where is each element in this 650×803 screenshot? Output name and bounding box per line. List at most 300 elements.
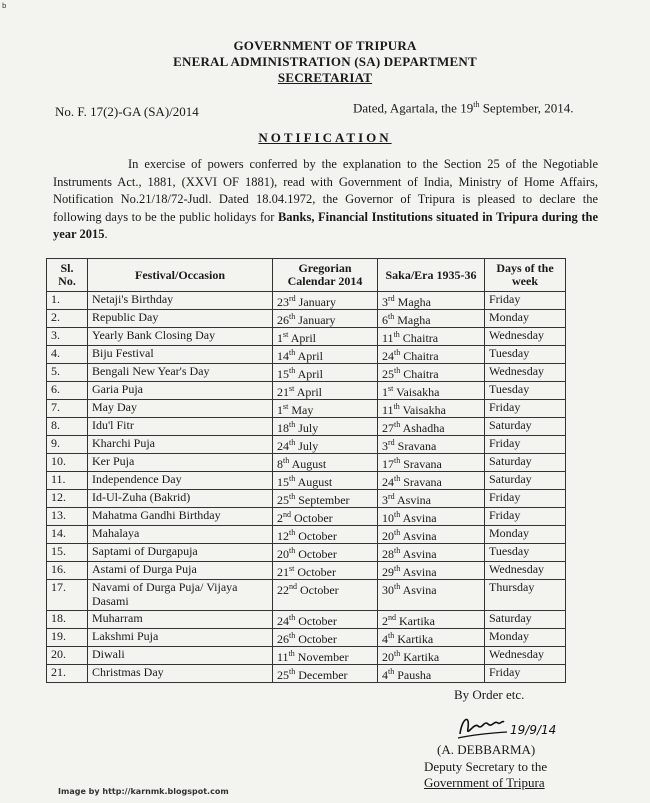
- cell-gregorian: [273, 400, 378, 418]
- day-text: Tuesday: [489, 382, 530, 396]
- gregorian-month: July: [298, 439, 319, 453]
- festival-text: May Day: [92, 400, 137, 414]
- cell-sl-no: [47, 544, 88, 562]
- col-festival: Festival/Occasion: [88, 259, 273, 292]
- sl-no-text: 7.: [51, 400, 60, 414]
- festival-text: Diwali: [92, 647, 125, 661]
- saka-day-suffix: rd: [388, 438, 395, 447]
- table-row: [47, 346, 566, 364]
- saka-month: Asvina: [402, 529, 437, 543]
- cell-saka: [378, 328, 485, 346]
- date-line: [353, 100, 574, 116]
- day-text: Friday: [489, 490, 521, 504]
- gregorian-month: July: [298, 421, 319, 435]
- gregorian-day: 24: [277, 614, 289, 628]
- table-row: [47, 647, 566, 665]
- cell-gregorian: [273, 665, 378, 683]
- gregorian-day-suffix: th: [289, 631, 296, 640]
- saka-day: 4: [382, 632, 388, 646]
- day-text: Friday: [489, 292, 521, 306]
- gregorian-month: October: [294, 511, 333, 525]
- signature: [452, 708, 572, 744]
- gregorian-day-suffix: rd: [289, 294, 296, 303]
- saka-day-suffix: nd: [388, 613, 396, 622]
- cell-gregorian: [273, 526, 378, 544]
- festival-text: Yearly Bank Closing Day: [92, 328, 216, 342]
- saka-day: 17: [382, 457, 394, 471]
- cell-gregorian: [273, 292, 378, 310]
- cell-saka: [378, 526, 485, 544]
- saka-day: 28: [382, 547, 394, 561]
- saka-day-suffix: th: [394, 420, 401, 429]
- cell-day: [485, 418, 566, 436]
- saka-day-suffix: th: [394, 474, 401, 483]
- saka-day: 29: [382, 565, 394, 579]
- cell-sl-no: [47, 629, 88, 647]
- paragraph-end: .: [104, 227, 108, 241]
- gregorian-day-suffix: th: [289, 312, 296, 321]
- sl-no-text: 8.: [51, 418, 60, 432]
- cell-sl-no: [47, 364, 88, 382]
- saka-day-suffix: th: [394, 366, 401, 375]
- gregorian-day: 26: [277, 313, 289, 327]
- gregorian-month: April: [296, 385, 323, 399]
- gregorian-day: 23: [277, 295, 289, 309]
- sl-no-text: 6.: [51, 382, 60, 396]
- day-text: Thursday: [489, 580, 535, 594]
- saka-day-suffix: th: [394, 564, 401, 573]
- cell-sl-no: [47, 472, 88, 490]
- cell-sl-no: [47, 400, 88, 418]
- day-text: Friday: [489, 400, 521, 414]
- sl-no-text: 5.: [51, 364, 60, 378]
- festival-text: Bengali New Year's Day: [92, 364, 210, 378]
- cell-sl-no: [47, 562, 88, 580]
- cell-gregorian: [273, 436, 378, 454]
- cell-festival: [88, 364, 273, 382]
- saka-day-suffix: st: [388, 384, 394, 393]
- gregorian-day: 15: [277, 367, 289, 381]
- day-text: Tuesday: [489, 544, 530, 558]
- cell-sl-no: [47, 490, 88, 508]
- date-prefix: Dated, Agartala, the 19: [353, 100, 474, 116]
- sl-no-text: 15.: [51, 544, 66, 558]
- day-text: Saturday: [489, 611, 532, 625]
- cell-saka: [378, 472, 485, 490]
- cell-gregorian: [273, 364, 378, 382]
- gregorian-month: October: [300, 583, 339, 597]
- saka-day-suffix: th: [393, 402, 400, 411]
- header-department: ENERAL ADMINISTRATION (SA) DEPARTMENT: [173, 54, 477, 69]
- saka-day: 4: [382, 668, 388, 682]
- gregorian-day-suffix: th: [283, 456, 290, 465]
- table-row: [47, 382, 566, 400]
- cell-day: [485, 400, 566, 418]
- sl-no-text: 10.: [51, 454, 66, 468]
- saka-month: Magha: [397, 313, 431, 327]
- sl-no-text: 9.: [51, 436, 60, 450]
- gregorian-month: October: [298, 614, 337, 628]
- gregorian-day: 14: [277, 349, 289, 363]
- sl-no-text: 3.: [51, 328, 60, 342]
- saka-day-suffix: th: [394, 546, 401, 555]
- cell-gregorian: [273, 580, 378, 611]
- cell-festival: [88, 647, 273, 665]
- festival-text: Republic Day: [92, 310, 159, 324]
- gregorian-day: 15: [277, 475, 289, 489]
- date-rest: September, 2014.: [479, 100, 574, 116]
- cell-sl-no: [47, 526, 88, 544]
- signature-date: 19/9/14: [510, 723, 557, 737]
- saka-month: Asvina: [402, 583, 437, 597]
- gregorian-month: August: [291, 457, 327, 471]
- table-row: [47, 310, 566, 328]
- cell-sl-no: [47, 346, 88, 364]
- gregorian-day: 12: [277, 529, 289, 543]
- cell-day: [485, 364, 566, 382]
- cell-festival: [88, 436, 273, 454]
- saka-month: Asvina: [402, 511, 437, 525]
- sl-no-text: 12.: [51, 490, 66, 504]
- table-row: [47, 454, 566, 472]
- sl-no-text: 4.: [51, 346, 60, 360]
- saka-day-suffix: th: [393, 330, 400, 339]
- saka-month: Chaitra: [403, 367, 439, 381]
- gregorian-month: January: [298, 313, 336, 327]
- gregorian-day: 8: [277, 457, 283, 471]
- day-text: Saturday: [489, 454, 532, 468]
- cell-sl-no: [47, 328, 88, 346]
- table-row: [47, 364, 566, 382]
- col-gregorian: Gregorian Calendar 2014: [273, 259, 378, 292]
- signature-stroke: [460, 719, 504, 734]
- cell-sl-no: [47, 382, 88, 400]
- saka-day: 24: [382, 349, 394, 363]
- gregorian-day-suffix: th: [289, 492, 296, 501]
- cell-day: [485, 310, 566, 328]
- cell-saka: [378, 292, 485, 310]
- cell-festival: [88, 310, 273, 328]
- gregorian-month: December: [298, 668, 348, 682]
- gregorian-day-suffix: th: [289, 366, 296, 375]
- cell-saka: [378, 611, 485, 629]
- cell-sl-no: [47, 611, 88, 629]
- cell-gregorian: [273, 382, 378, 400]
- cell-day: [485, 436, 566, 454]
- cell-festival: [88, 508, 273, 526]
- cell-gregorian: [273, 328, 378, 346]
- saka-month: Kartika: [397, 632, 434, 646]
- gregorian-day: 22: [277, 583, 289, 597]
- gregorian-day-suffix: th: [289, 613, 296, 622]
- saka-month: Asvina: [402, 547, 437, 561]
- festival-text: Biju Festival: [92, 346, 154, 360]
- col-sl-no: Sl. No.: [47, 259, 88, 292]
- day-text: Wednesday: [489, 647, 545, 661]
- cell-day: [485, 611, 566, 629]
- cell-saka: [378, 310, 485, 328]
- paragraph-text: In exercise of powers conferred by the explanation to the Section 25 of the Negotiable Instruments Act., 1881, (XXVI OF 1881), read with Government of India, Ministry of Home Affairs, Notification No.21/18/72-Judl. Dated 18.04.1972, the Governor of Tripura is pleased to declare the following days to be the public holidays for: [53, 157, 598, 224]
- table-row: [47, 544, 566, 562]
- cell-festival: [88, 418, 273, 436]
- table-row: [47, 629, 566, 647]
- saka-day: 27: [382, 421, 394, 435]
- table-row: [47, 611, 566, 629]
- saka-month: Sravana: [403, 457, 442, 471]
- cell-saka: [378, 580, 485, 611]
- saka-day: 20: [382, 529, 394, 543]
- gregorian-day-suffix: st: [289, 384, 295, 393]
- saka-day: 3: [382, 439, 388, 453]
- sl-no-text: 2.: [51, 310, 60, 324]
- festival-text: Muharram: [92, 611, 143, 625]
- cell-gregorian: [273, 346, 378, 364]
- cell-saka: [378, 436, 485, 454]
- saka-month: Sravana: [403, 475, 442, 489]
- cell-saka: [378, 544, 485, 562]
- day-text: Friday: [489, 665, 521, 679]
- table-row: [47, 436, 566, 454]
- cell-saka: [378, 490, 485, 508]
- gregorian-day: 25: [277, 493, 289, 507]
- gregorian-day-suffix: th: [289, 420, 296, 429]
- saka-day: 11: [382, 331, 394, 345]
- cell-festival: [88, 454, 273, 472]
- festival-text: Independence Day: [92, 472, 182, 486]
- header-secretariat: SECRETARIAT: [277, 70, 373, 85]
- cell-gregorian: [273, 647, 378, 665]
- gregorian-day: 24: [277, 439, 289, 453]
- saka-day-suffix: th: [394, 348, 401, 357]
- day-text: Friday: [489, 508, 521, 522]
- corner-mark: b: [2, 2, 7, 10]
- saka-day: 25: [382, 367, 394, 381]
- sl-no-text: 1.: [51, 292, 60, 306]
- cell-gregorian: [273, 508, 378, 526]
- table-row: [47, 562, 566, 580]
- day-text: Tuesday: [489, 346, 530, 360]
- notification-title: NOTIFICATION: [258, 130, 392, 145]
- cell-day: [485, 580, 566, 611]
- cell-festival: [88, 562, 273, 580]
- day-text: Wednesday: [489, 562, 545, 576]
- saka-month: Magha: [397, 295, 431, 309]
- cell-sl-no: [47, 580, 88, 611]
- festival-text: Christmas Day: [92, 665, 164, 679]
- sl-no-text: 19.: [51, 629, 66, 643]
- cell-festival: [88, 382, 273, 400]
- table-row: [47, 400, 566, 418]
- cell-day: [485, 526, 566, 544]
- day-text: Wednesday: [489, 364, 545, 378]
- gregorian-day-suffix: th: [289, 348, 296, 357]
- saka-month: Sravana: [397, 439, 437, 453]
- cell-day: [485, 665, 566, 683]
- day-text: Monday: [489, 310, 529, 324]
- cell-gregorian: [273, 629, 378, 647]
- saka-month: Vaisakha: [402, 403, 446, 417]
- table-row: [47, 472, 566, 490]
- gregorian-day: 2: [277, 511, 283, 525]
- cell-festival: [88, 611, 273, 629]
- sl-no-text: 17.: [51, 580, 66, 594]
- festival-text: Navami of Durga Puja/ Vijaya Dasami: [92, 580, 238, 608]
- day-text: Saturday: [489, 472, 532, 486]
- sl-no-text: 21.: [51, 665, 66, 679]
- gregorian-day: 18: [277, 421, 289, 435]
- table-row: [47, 490, 566, 508]
- table-row: [47, 292, 566, 310]
- signature-underline: [458, 732, 507, 738]
- cell-gregorian: [273, 611, 378, 629]
- cell-day: [485, 562, 566, 580]
- cell-festival: [88, 526, 273, 544]
- gregorian-day-suffix: nd: [283, 510, 291, 519]
- table-row: [47, 328, 566, 346]
- holiday-table: [46, 258, 566, 683]
- gregorian-month: October: [297, 565, 336, 579]
- cell-gregorian: [273, 562, 378, 580]
- by-order: By Order etc.: [454, 687, 525, 702]
- saka-day-suffix: th: [394, 582, 401, 591]
- table-header-row: [47, 259, 566, 292]
- saka-day-suffix: th: [388, 667, 395, 676]
- cell-day: [485, 544, 566, 562]
- saka-month: Vaisakha: [396, 385, 440, 399]
- cell-sl-no: [47, 292, 88, 310]
- saka-day: 24: [382, 475, 394, 489]
- table-row: [47, 580, 566, 611]
- cell-saka: [378, 562, 485, 580]
- saka-day: 20: [382, 650, 394, 664]
- festival-text: Ker Puja: [92, 454, 135, 468]
- signatory-government: Government of Tripura: [424, 775, 545, 790]
- saka-day-suffix: th: [394, 510, 401, 519]
- cell-sl-no: [47, 665, 88, 683]
- cell-day: [485, 454, 566, 472]
- cell-saka: [378, 647, 485, 665]
- sl-no-text: 11.: [51, 472, 66, 486]
- gregorian-month: April: [297, 367, 323, 381]
- cell-festival: [88, 544, 273, 562]
- cell-festival: [88, 292, 273, 310]
- gregorian-day-suffix: th: [288, 649, 295, 658]
- cell-gregorian: [273, 472, 378, 490]
- cell-day: [485, 328, 566, 346]
- cell-gregorian: [273, 310, 378, 328]
- saka-month: Chaitra: [403, 349, 439, 363]
- gregorian-day: 25: [277, 668, 289, 682]
- gregorian-day-suffix: nd: [289, 582, 297, 591]
- cell-saka: [378, 382, 485, 400]
- saka-month: Asvina: [397, 493, 432, 507]
- saka-day: 11: [382, 403, 394, 417]
- gregorian-day-suffix: st: [283, 402, 289, 411]
- saka-month: Kartika: [403, 650, 440, 664]
- gregorian-day: 11: [277, 650, 289, 664]
- cell-saka: [378, 400, 485, 418]
- festival-text: Mahatma Gandhi Birthday: [92, 508, 221, 522]
- saka-day-suffix: rd: [388, 294, 395, 303]
- saka-month: Chaitra: [402, 331, 439, 345]
- saka-month: Pausha: [397, 668, 432, 682]
- festival-text: Mahalaya: [92, 526, 140, 540]
- holiday-table-body: [47, 292, 566, 683]
- cell-festival: [88, 472, 273, 490]
- gregorian-day-suffix: st: [283, 330, 289, 339]
- cell-day: [485, 629, 566, 647]
- saka-day-suffix: th: [388, 631, 395, 640]
- gregorian-day-suffix: th: [289, 474, 296, 483]
- festival-text: Netaji's Birthday: [92, 292, 174, 306]
- festival-text: Saptami of Durgapuja: [92, 544, 198, 558]
- saka-day-suffix: th: [394, 456, 401, 465]
- gregorian-day: 21: [277, 565, 289, 579]
- festival-text: Astami of Durga Puja: [92, 562, 197, 576]
- table-row: [47, 526, 566, 544]
- saka-day: 3: [382, 295, 388, 309]
- notification-paragraph: [53, 156, 598, 244]
- cell-festival: [88, 665, 273, 683]
- day-text: Monday: [489, 629, 529, 643]
- day-text: Monday: [489, 526, 529, 540]
- cell-festival: [88, 580, 273, 611]
- saka-day-suffix: rd: [388, 492, 395, 501]
- sl-no-text: 14.: [51, 526, 66, 540]
- saka-month: Ashadha: [402, 421, 445, 435]
- cell-festival: [88, 490, 273, 508]
- table-row: [47, 508, 566, 526]
- gregorian-day: 20: [277, 547, 289, 561]
- cell-gregorian: [273, 454, 378, 472]
- cell-sl-no: [47, 418, 88, 436]
- festival-text: Lakshmi Puja: [92, 629, 159, 643]
- cell-day: [485, 292, 566, 310]
- gregorian-day: 26: [277, 632, 289, 646]
- cell-saka: [378, 418, 485, 436]
- gregorian-day: 21: [277, 385, 289, 399]
- saka-day: 6: [382, 313, 388, 327]
- day-text: Wednesday: [489, 328, 545, 342]
- header-government: GOVERNMENT OF TRIPURA: [233, 38, 417, 53]
- festival-text: Garia Puja: [92, 382, 143, 396]
- cell-saka: [378, 665, 485, 683]
- paragraph-bold: Banks, Financial Institutions situated in Tripura during the year 2015: [53, 209, 598, 241]
- cell-day: [485, 490, 566, 508]
- saka-day: 3: [382, 493, 388, 507]
- cell-day: [485, 472, 566, 490]
- cell-sl-no: [47, 647, 88, 665]
- gregorian-month: August: [297, 475, 333, 489]
- gregorian-day: 1: [277, 331, 283, 345]
- date-suffix-sup: th: [473, 100, 480, 109]
- cell-festival: [88, 400, 273, 418]
- cell-festival: [88, 629, 273, 647]
- image-credit: Image by http://karnmk.blogspot.com: [58, 787, 229, 796]
- col-saka: Saka/Era 1935-36: [378, 259, 485, 292]
- gregorian-month: April: [290, 331, 317, 345]
- gregorian-month: November: [297, 650, 349, 664]
- cell-day: [485, 346, 566, 364]
- saka-day: 2: [382, 614, 388, 628]
- gregorian-month: October: [298, 632, 337, 646]
- day-text: Friday: [489, 436, 521, 450]
- cell-saka: [378, 629, 485, 647]
- festival-text: Id-Ul-Zuha (Bakrid): [92, 490, 191, 504]
- saka-day-suffix: th: [388, 312, 395, 321]
- sl-no-text: 18.: [51, 611, 66, 625]
- cell-sl-no: [47, 508, 88, 526]
